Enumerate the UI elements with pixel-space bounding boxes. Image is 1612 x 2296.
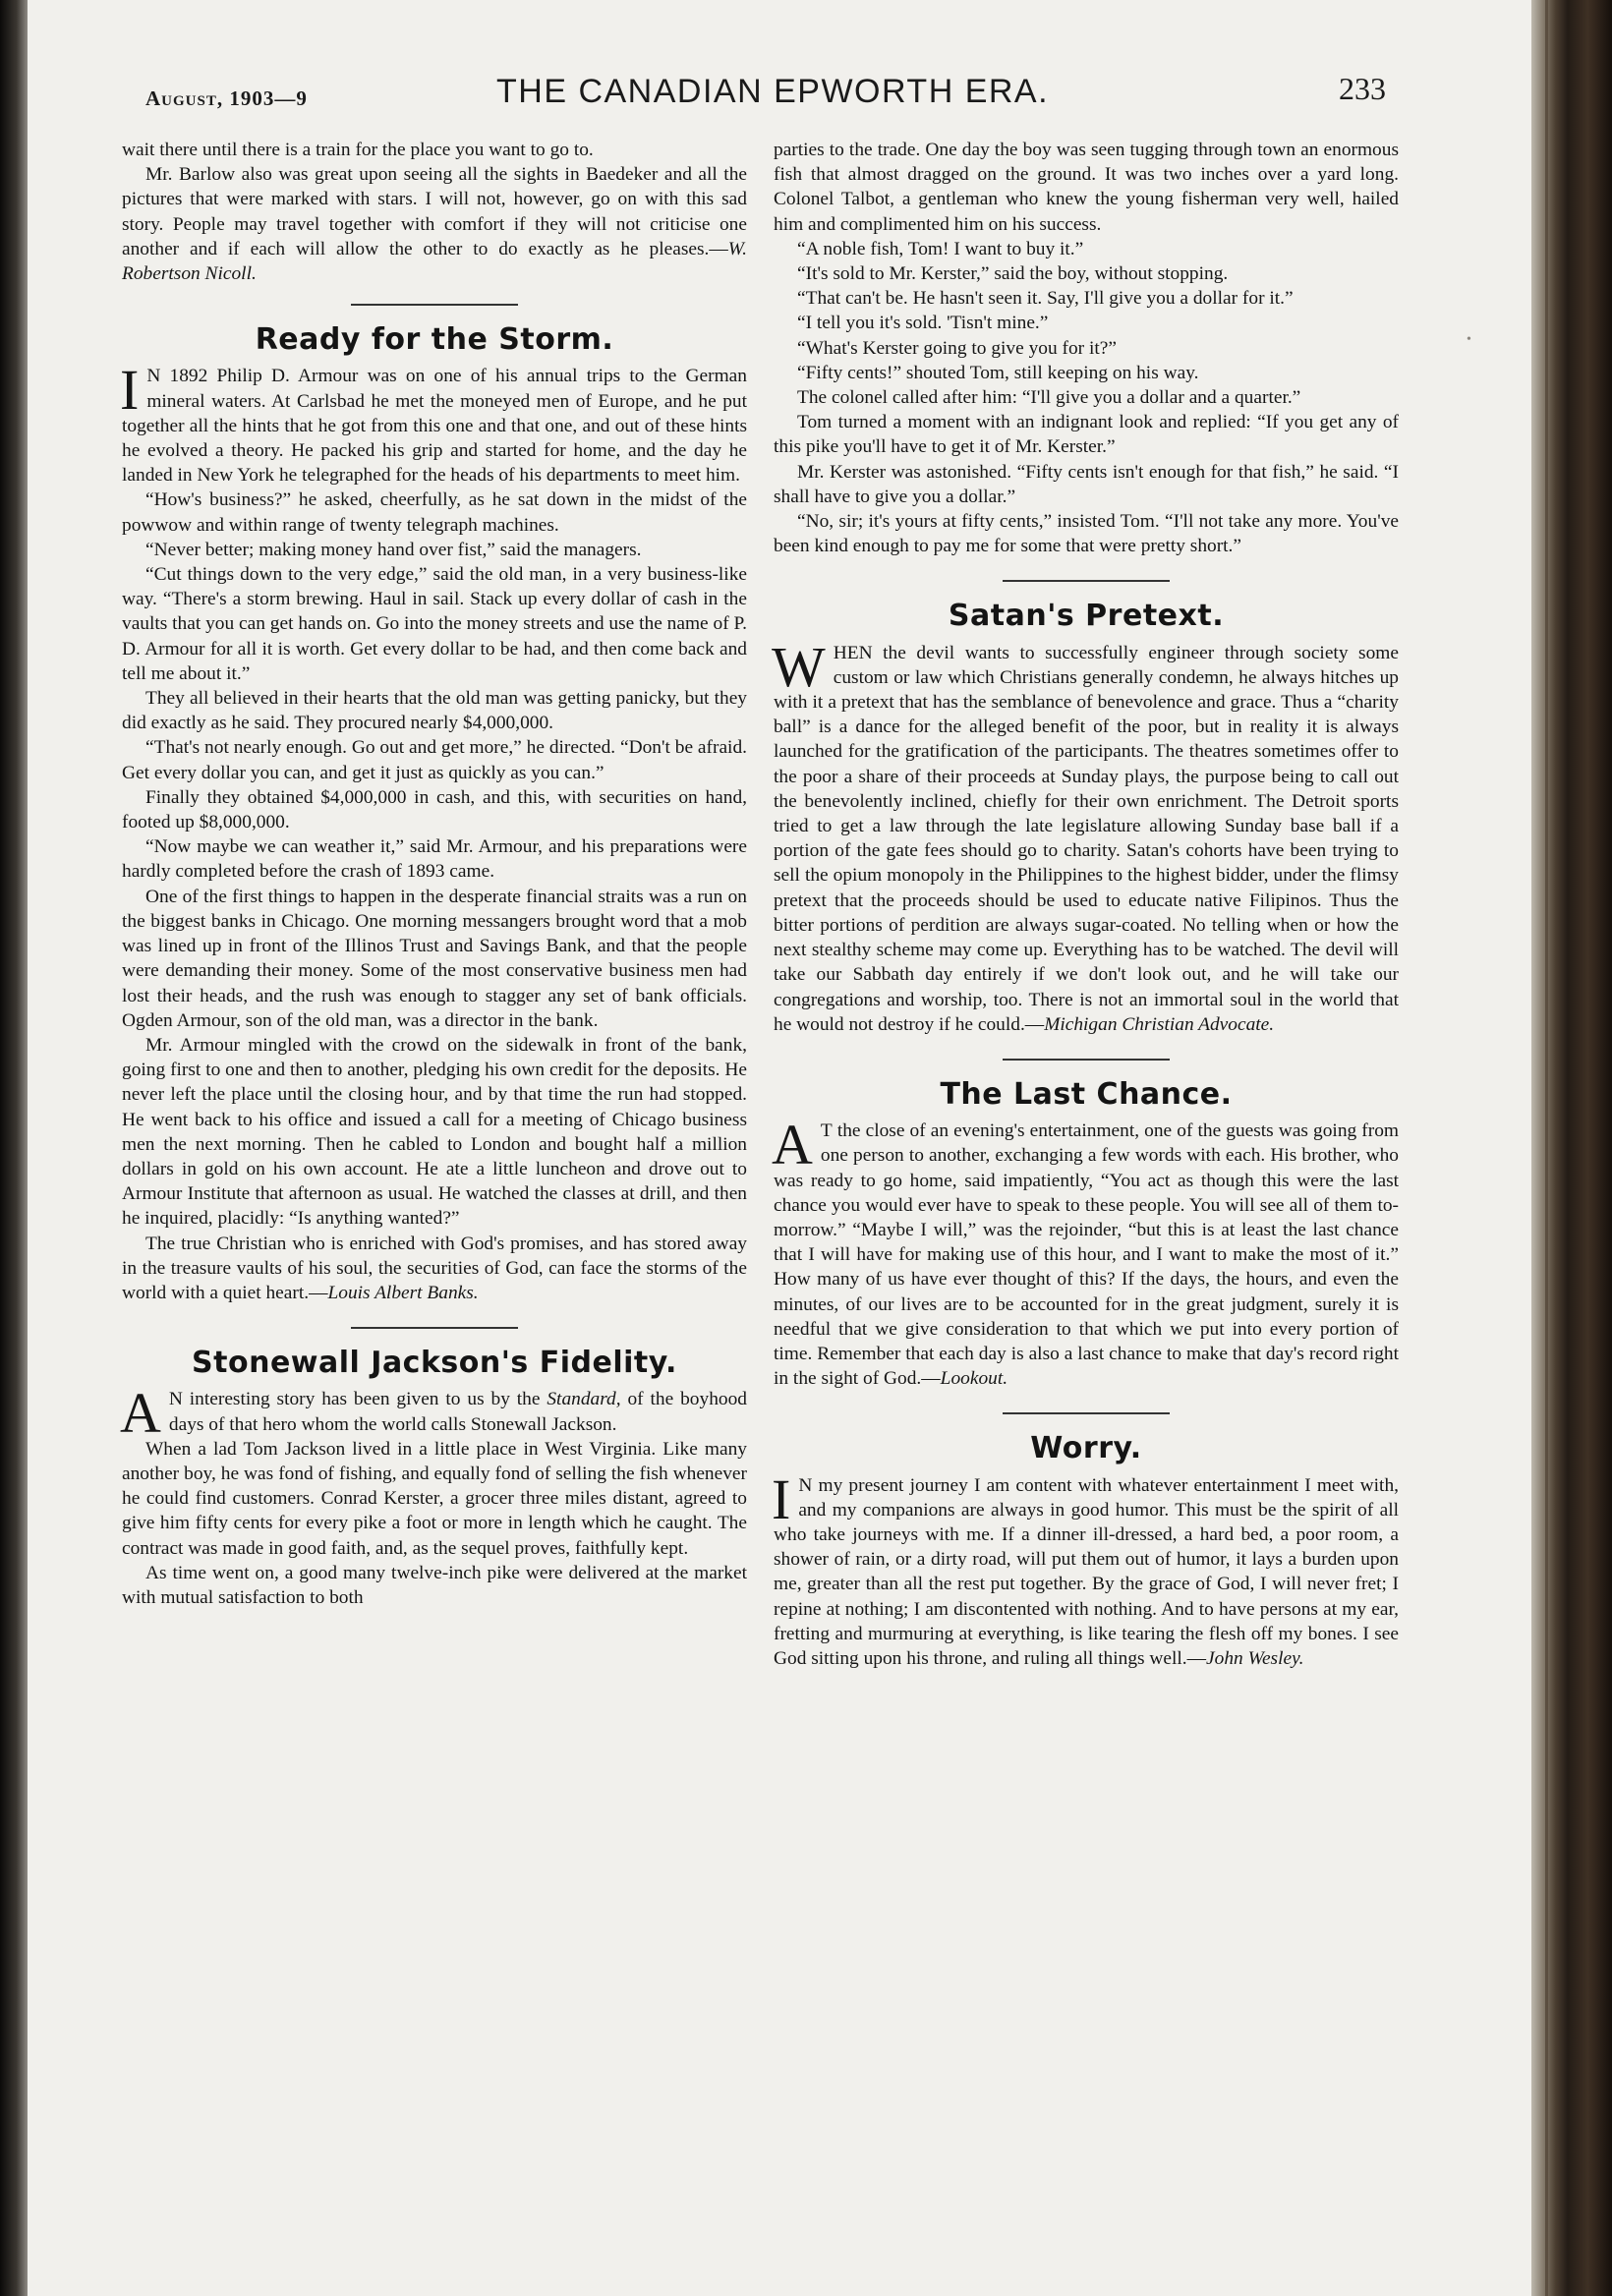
drop-cap: W <box>772 634 826 699</box>
worry-source: John Wesley. <box>1206 1647 1304 1669</box>
storm-p5: They all believed in their hearts that the old man was getting panicky, but they did exactly as he said. They procured nearly $4,000,000. <box>122 688 747 734</box>
jackson-cont-p1: parties to the trade. One day the boy was seen tugging through town an enormous fish that almost dragged on the ground. It was two inches over a yard long. Colonel Talbot, a gentleman who knew the young fisherman very well, hailed him and complimented him on his success. <box>774 140 1399 235</box>
drop-cap: I <box>120 358 140 423</box>
chance-p1 <box>772 1113 1399 1391</box>
drop-cap: I <box>772 1466 791 1531</box>
satan-p1-text: the devil wants to successfully engineer through society some custom or law which Christians generally condemn, he always hitches up with it a pretext that has the semblance of benevolence and grace. Thus a “charity ball” is a dance for the alleged benefit of the poor, but in reality it is always launched for the gratification of the participants. The theatres sometimes offer to the poor a share of their proceeds at Sunday plays, the purpose being to call out the benevolently inclined, chiefly for their own enrichment. The Detroit sports tried to get a law through the late legislature allowing Sunday base ball if a portion of the gate fees should go to charity. Satan's cohorts have been trying to sell the opium monopoly in the Philippines to the highest bidder, under the flimsy pretext that the proceeds should be used to educate native Filipinos. Thus the bitter portions of perdition are always sugar-coated. No telling when or how the next stealthy scheme may come up. Everything has to be watched. The devil will take our Sabbath day entirely if we don't look out, and he will take our congregations and worship, too. There is not an immortal soul in the world that he would not destroy if he could.— <box>774 642 1399 1035</box>
drop-cap: A <box>772 1113 813 1177</box>
jackson-p1 <box>120 1381 747 1446</box>
storm-p11 <box>122 1232 747 1306</box>
book-binding <box>1531 0 1612 2296</box>
jackson-cont-p2: “A noble fish, Tom! I want to buy it.” <box>797 238 1084 259</box>
jackson-cont-p6: “What's Kerster going to give you for it?” <box>797 337 1117 359</box>
drop-cap: A <box>120 1381 161 1446</box>
jackson-cont-p9: Tom turned a moment with an indignant look and replied: “If you get any of this pike you'll have to get it of Mr. Kerster.” <box>774 412 1399 458</box>
jackson-p2: When a lad Tom Jackson lived in a little place in West Virginia. Like many another boy, he was fond of fishing, and equally fond of selling the fish whenever he could find customers. Conrad Kerster, a grocer three miles distant, agreed to give him fifty cents for every pike a foot or more in length which he caught. The contract was made in good faith, and, as the sequel proves, faithfully kept. <box>122 1438 747 1559</box>
storm-p6: “That's not nearly enough. Go out and get more,” he directed. “Don't be afraid. Get every dollar you can, and get it just as quickly as you can.” <box>122 737 747 783</box>
storm-lead: N 1892 <box>146 366 208 387</box>
storm-p4: “Cut things down to the very edge,” said the old man, in a very business-like way. “There's a storm brewing. Haul in sail. Stack up every dollar of cash in the vaults that you can get hands on. Go into the money streets and use the name of P. D. Armour for all it is worth. Get every dollar to be had, and then come back and tell me about it.” <box>122 564 747 684</box>
storm-source: Louis Albert Banks. <box>327 1282 479 1303</box>
left-page-gutter <box>0 0 28 2296</box>
jackson-p1-italic: Standard, <box>547 1389 621 1410</box>
page-number: 233 <box>1339 71 1386 106</box>
worry-p1-text: my present journey I am content with whatever entertainment I meet with, and my companions are always in good humor. This must be the spirit of all who take journeys with me. If a dinner ill-dressed, a hard bed, a poor room, a shower of rain, or a dirty road, will put them out of humor, it lays a burden upon me, greater than all the rest put together. By the grace of God, I will never fret; I repine at nothing; I am discontented with nothing. And to have persons at my ear, fretting and murmuring at everything, is like tearing the flesh off my bones. I see God sitting upon his throne, and ruling all things well.— <box>774 1474 1399 1669</box>
satan-source: Michigan Christian Advocate. <box>1044 1013 1275 1035</box>
storm-p8: “Now maybe we can weather it,” said Mr. Armour, and his preparations were hardly completed before the crash of 1893 came. <box>122 836 747 883</box>
chance-source: Lookout. <box>940 1368 1008 1390</box>
masthead: THE CANADIAN EPWORTH ERA. <box>496 73 1050 110</box>
jackson-cont-p10: Mr. Kerster was astonished. “Fifty cents isn't enough for that fish,” he said. “I shall have to give you a dollar.” <box>774 461 1399 507</box>
storm-p3: “Never better; making money hand over fist,” said the managers. <box>145 539 642 560</box>
chance-lead: T <box>820 1120 833 1142</box>
storm-p2: “How's business?” he asked, cheerfully, as he sat down in the midst of the powwow and within range of twenty telegraph machines. <box>122 489 747 536</box>
jackson-cont-p11: “No, sir; it's yours at fifty cents,” insisted Tom. “I'll not take any more. You've been kind enough to pay me for some that were pretty short.” <box>774 511 1399 557</box>
issue-date: August, 1903—9 <box>145 86 308 110</box>
jackson-cont-p4: “That can't be. He hasn't seen it. Say, I'll give you a dollar for it.” <box>797 288 1294 310</box>
jackson-p3: As time went on, a good many twelve-inch pike were delivered at the market with mutual satisfaction to both <box>122 1562 747 1608</box>
jackson-cont-p5: “I tell you it's sold. 'Tisn't mine.” <box>797 313 1049 334</box>
binding-edge <box>1545 0 1548 2296</box>
left-column <box>122 138 747 1610</box>
continuation-source: W. Robertson Nicoll. <box>122 238 747 285</box>
satan-title: Satan's Pretext. <box>948 599 1225 634</box>
paper-mark: • <box>1467 332 1471 347</box>
jackson-cont-p3: “It's sold to Mr. Kerster,” said the boy, without stopping. <box>797 263 1229 285</box>
chance-title: The Last Chance. <box>940 1076 1233 1112</box>
storm-p1-text: Philip D. Armour was on one of his annual trips to the German mineral waters. At Carlsbad he met the moneyed men of Europe, and he put together all the hints that he got from this one and that one, and out of these hints he evolved a theory. He packed his grip and started for home, and the day he landed in New York he telegraphed for the heads of his departments to meet him. <box>122 366 747 487</box>
jackson-p1-text-end: of the boyhood days of that hero whom the world calls Stonewall Jackson. <box>168 1389 747 1435</box>
jackson-cont-p8: The colonel called after him: “I'll give you a dollar and a quarter.” <box>797 387 1301 409</box>
worry-lead: N <box>798 1474 813 1496</box>
continuation-text: Mr. Barlow also was great upon seeing all the sights in Baedeker and all the pictures that were marked with stars. I will not, however, go on with this sad story. People may travel together with comfort if they will not criticise one another and if each will allow the other to do exactly as he pleases.— <box>122 164 747 259</box>
jackson-title: Stonewall Jackson's Fidelity. <box>192 1346 677 1381</box>
storm-title: Ready for the Storm. <box>255 322 614 358</box>
right-column <box>774 138 1399 1671</box>
worry-title: Worry. <box>1030 1431 1142 1466</box>
storm-p7: Finally they obtained $4,000,000 in cash, and this, with securities on hand, footed up $8,000,000. <box>122 786 747 833</box>
storm-p1 <box>120 358 747 488</box>
storm-p10: Mr. Armour mingled with the crowd on the sidewalk in front of the bank, going first to one and then to another, pledging his own credit for the deposits. He never left the place until the closing hour, and by that time the run had stopped. He went back to his office and issued a call for a meeting of Chicago business men the next morning. Then he cabled to London and bought half a million dollars in gold on his own account. He ate a little luncheon and drove out to Armour Institute that afternoon as usual. He watched the classes at drill, and then he inquired, placidly: “Is anything wanted?” <box>122 1034 747 1230</box>
article-continuation-p1: wait there until there is a train for the place you want to go to. <box>122 140 594 160</box>
storm-p9: One of the first things to happen in the desperate financial straits was a run on the biggest banks in Chicago. One morning messangers brought word that a mob was lined up in front of the Illinos Trust and Savings Bank, and that the people were demanding their money. Some of the most conservative business men had lost their heads, and the rush was enough to stagger any set of bank officials. Ogden Armour, son of the old man, was a director in the bank. <box>122 886 747 1031</box>
chance-p1-text: the close of an evening's entertainment, one of the guests was going from one person to another, exchanging a few words with each. His brother, who was ready to go home, said impatiently, “You act as though this were the last chance you would ever have to speak to these people. You will see all of them to-morrow.” “Maybe I will,” was the rejoinder, “but this is at least the last chance that I will have for making use of this hour, and I want to make the most of it.” How many of us have ever thought of this? If the days, the hours, and even the minutes, of our lives are to be accounted for in the great judgment, surely it is needful that we give consideration to that which we put into every portion of time. Remember that each day is also a last chance to make that day's record right in the sight of God.— <box>774 1120 1399 1390</box>
article-continuation-p2 <box>122 162 747 286</box>
satan-lead: HEN <box>833 642 873 663</box>
worry-p1 <box>772 1466 1399 1672</box>
satan-p1 <box>772 634 1399 1037</box>
storm-p11-text: The true Christian who is enriched with God's promises, and has stored away in the treasure vaults of his soul, the securities of God, can face the storms of the world with a quiet heart.— <box>122 1233 747 1303</box>
jackson-cont-p7: “Fifty cents!” shouted Tom, still keeping on his way. <box>797 362 1199 383</box>
page-header <box>108 71 1386 120</box>
jackson-p1-text: N interesting story has been given to us by the <box>168 1389 547 1410</box>
